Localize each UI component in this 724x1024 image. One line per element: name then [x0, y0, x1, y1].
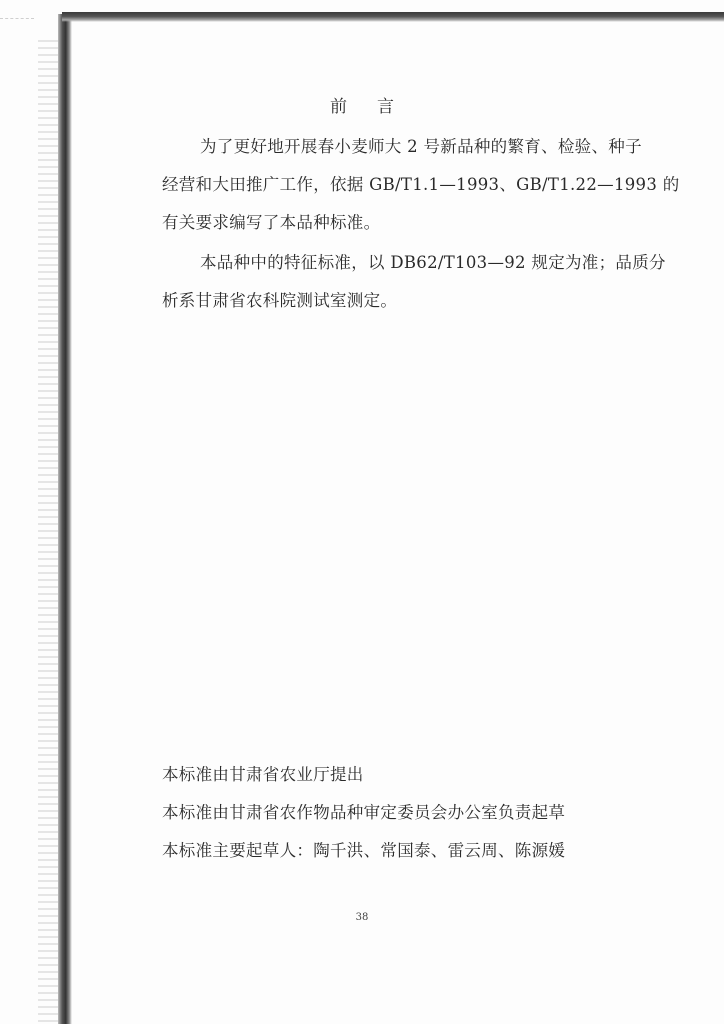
- scan-edge-speckle: [38, 40, 60, 1024]
- paragraph-1: [162, 128, 692, 242]
- paragraph-line: 为了更好地开展春小麦师大 2 号新品种的繁育、检验、种子: [200, 137, 642, 156]
- scan-left-edge: [58, 14, 72, 1024]
- drafting-info: [162, 756, 565, 870]
- proposer-line: 本标准由甘肃省农业厅提出: [162, 765, 364, 784]
- paragraph-2: [162, 244, 692, 320]
- paragraph-line: 析系甘肃省农科院测试室测定。: [162, 291, 398, 310]
- title-char-2: 言: [377, 97, 394, 117]
- scan-corner-mark: [0, 18, 34, 33]
- authors-line: 本标准主要起草人：陶千洪、常国泰、雷云周、陈源媛: [162, 841, 566, 860]
- drafter-line: 本标准由甘肃省农作物品种审定委员会办公室负责起草: [162, 803, 566, 822]
- section-title: [0, 92, 724, 117]
- title-char-1: 前: [330, 97, 347, 117]
- paragraph-line: 本品种中的特征标准，以 DB62/T103—92 规定为准；品质分: [200, 253, 666, 272]
- paragraph-line: 经营和大田推广工作，依据 GB/T1.1—1993、GB/T1.22—1993 的: [162, 175, 680, 194]
- scan-top-edge: [62, 12, 724, 22]
- page-number: 38: [355, 912, 369, 923]
- paragraph-line: 有关要求编写了本品种标准。: [162, 213, 381, 232]
